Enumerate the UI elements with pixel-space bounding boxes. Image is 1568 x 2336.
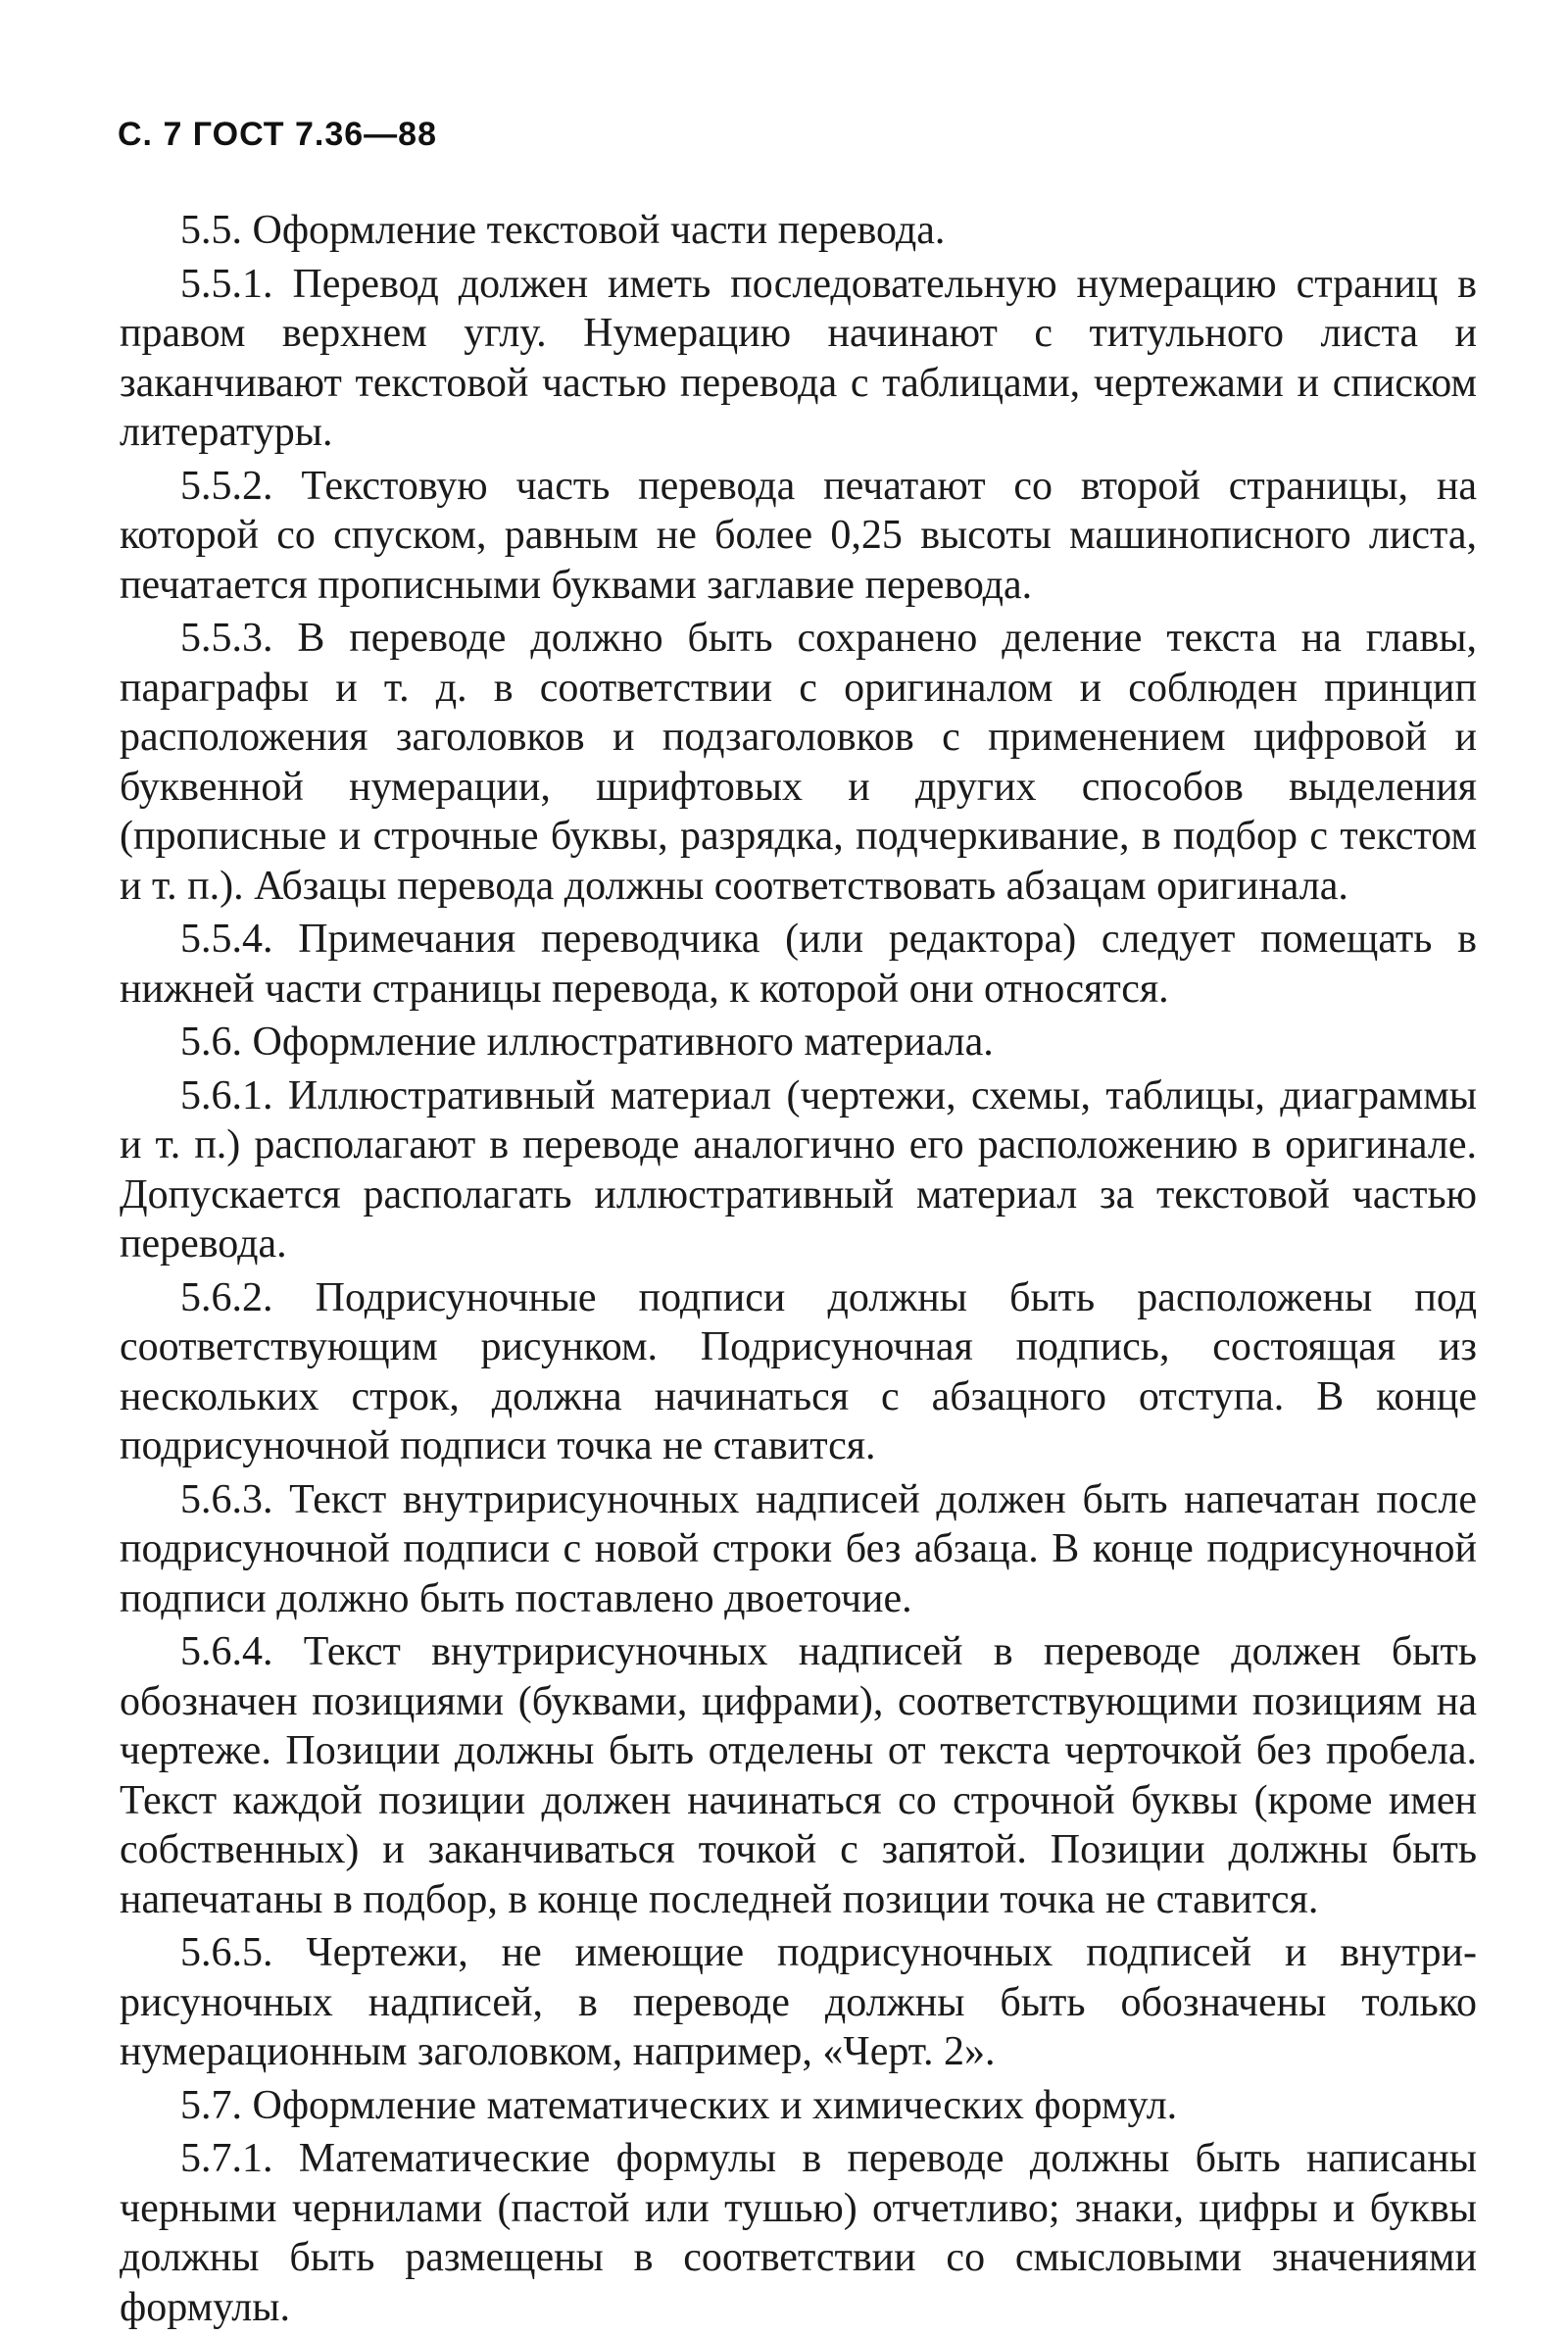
paragraph-5-5: 5.5. Оформление текстовой части перевода. — [180, 208, 946, 253]
paragraph-5-6-3: 5.6.3. Текст внутририсуночных надписей должен быть напечатан после подрисуночной подписи с новой строки без абзаца. В конце подрисуночной подписи должно быть поставлено двоеточие. — [120, 1476, 1477, 1621]
paragraph-5-7-1: 5.7.1. Математические формулы в переводе должны быть написаны черными чернилами (пастой или тушью) отчетливо; знаки, цифры и буквы должны быть размещены в соответствии со смысловыми значениями формулы. — [120, 2136, 1477, 2330]
paragraph-5-5-1: 5.5.1. Перевод должен иметь последовательную нумерацию страниц в правом верхнем углу. Нумерацию начинают с титульного листа и заканчивают текстовой частью перевода с таблицами, чертежами и списком литературы. — [120, 261, 1477, 455]
paragraph-5-5-2: 5.5.2. Текстовую часть перевода печатают со второй страницы, на которой со спуском, равным не более 0,25 высоты машинописного листа, печатается прописными буквами заглавие перевода. — [120, 463, 1477, 608]
paragraph-5-5-3: 5.5.3. В переводе должно быть сохранено деление текста на главы, параграфы и т. д. в соответствии с оригиналом и соблюден принцип расположения заголовков и подзаголовков с применением цифровой и буквенной нумерации, шрифтовых и других способов выделения (прописные и строчные буквы, разрядка, подчеркивание, в подбор с текстом и т. п.). Абзацы перевода должны соответствовать абзацам оригинала. — [120, 616, 1477, 909]
page-header: С. 7 ГОСТ 7.36—88 — [118, 116, 437, 153]
paragraph-5-6-2: 5.6.2. Подрисуночные подписи должны быть расположены под соответствующим рисунком. Подрисуночная подпись, состоящая из нескольких строк, должна начинаться с абзацного отступа. В конце подрисуночной подписи точка не ставится. — [120, 1274, 1477, 1468]
paragraph-5-7: 5.7. Оформление математических и химических формул. — [180, 2082, 1178, 2128]
paragraph-5-6: 5.6. Оформление иллюстративного материала. — [180, 1019, 994, 1065]
paragraph-5-6-1: 5.6.1. Иллюстративный материал (чертежи, схемы, таблицы, диаграммы и т. п.) располагают в переводе аналогично его расположению в оригинале. Допускается располагать иллюстративный материал за текстовой частью перевода. — [120, 1072, 1477, 1267]
paragraph-5-6-5: 5.6.5. Чертежи, не имеющие подрисуночных подписей и внутририсуночных надписей, в переводе должны быть обозначены только нумерационным заголовком, например, «Черт. 2». — [120, 1930, 1477, 2074]
paragraph-5-5-4: 5.5.4. Примечания переводчика (или редактора) следует помещать в нижней части страницы перевода, к которой они относятся. — [120, 917, 1477, 1012]
paragraph-5-6-4: 5.6.4. Текст внутририсуночных надписей в переводе должен быть обозначен позициями (буквами, цифрами), соответствующими позициям на чертеже. Позиции должны быть отделены от текста черточкой без пробела. Текст каждой позиции должен начинаться со строчной буквы (кроме имен собственных) и заканчиваться точкой с запятой. Позиции должны быть напечатаны в подбор, в конце последней позиции точка не ставится. — [120, 1629, 1477, 1922]
document-body — [120, 206, 1477, 2336]
